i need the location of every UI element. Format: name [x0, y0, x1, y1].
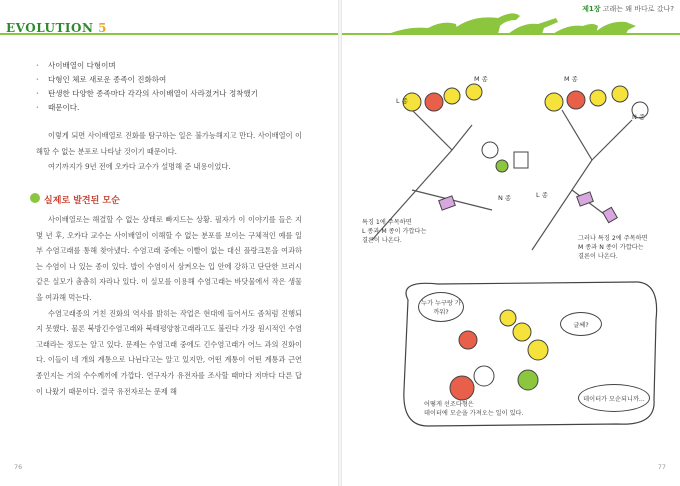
bullet-list: [36, 59, 316, 115]
speech-bubble-q1: 누가 누구랑 가까워?: [418, 292, 464, 322]
comic-caption: [424, 400, 524, 418]
paragraph: 여기까지가 9년 전에 오카다 교수가 설명해 준 내용이었다.: [48, 162, 231, 172]
tree-right-label-n: N 종: [632, 113, 646, 121]
page-number-right: 77: [657, 463, 666, 471]
tree-left-note: [362, 218, 426, 245]
bullet-item: · 사이배열이 다형이며: [36, 59, 316, 73]
chapter-title: 고래는 왜 바다로 갔나?: [602, 5, 674, 13]
series-brand: [6, 21, 107, 35]
paragraph-block-1: [36, 128, 302, 175]
note-line: L 종과 M 종이 가깝다는: [362, 228, 427, 235]
dinosaur-silhouettes-icon: [388, 6, 638, 36]
tree-right-label-m: M 종: [564, 75, 578, 83]
note-line: 결론이 나온다.: [362, 237, 402, 244]
brand-number: 5: [98, 21, 107, 35]
brand-word: EVOLUTION: [6, 21, 94, 35]
bullet-item: · 탄생한 다양한 종족마다 각각의 사이배열이 사라졌거나 정착했기: [36, 87, 316, 101]
note-line: M 종과 N 종이 가깝다는: [578, 244, 644, 251]
tree-left-label-m: M 종: [474, 75, 488, 83]
paragraph-block-2: [36, 212, 302, 399]
bullet-item: · 다형인 체로 새로운 종족이 진화하여: [36, 73, 316, 87]
bullet-item-continued: · 때문이다.: [36, 101, 316, 115]
page-number-left: 76: [14, 463, 23, 471]
tree-left-label-l: L 종: [396, 97, 408, 105]
speech-bubble-q2: 글쎄?: [560, 312, 602, 336]
note-line: 그러나 특징 2에 주목하면: [578, 235, 648, 242]
note-line: 결론이 나온다.: [578, 253, 618, 260]
section-leaf-icon: [30, 193, 40, 203]
caption-line: 데이터에 모순을 가져오는 일이 있다.: [424, 410, 524, 417]
speech-bubble-q3: 데이터가 모순되니까...: [578, 384, 650, 412]
tree-right-note: [578, 234, 648, 261]
tree-left-label-n: N 종: [498, 194, 512, 202]
paragraph: 사이배열로는 해결할 수 없는 상태로 빠지드는 상황. 필자가 이 이야기를 들은 지 몇 년 후, 오카다 교수는 사이배열이 이해할 수 없는 분포를 보이는 구체적인 예를 일부 수염고래를 통해 찾아냈다. 수염고래 중에는 이빨이 없는 대신 플랑크톤을 여과하는 수염이 나 있는 종이 있다. 밥이 수염이서 삼켜오는 입 안에 강하고 단단한 브러시 같은 실모가 촘촘히 자라나 있다. 이 실모를 이용해 수염고래는 바닷물에서 작은 생물을 여과해 먹는다.: [36, 215, 302, 302]
section-heading: 실제로 발견된 모순: [44, 196, 120, 206]
chapter-number: 제1장: [582, 5, 601, 13]
tree-right-label-l: L 종: [536, 191, 548, 199]
paragraph: 이렇게 되면 사이배열로 진화를 탐구하는 일은 불가능해지고 만다. 사이배열이 이해할 수 없는 분포로 나타날 것이기 때문이다.: [36, 131, 302, 156]
caption-line: 어떻게 선조다형은: [424, 401, 474, 408]
note-line: 특징 1에 주목하면: [362, 219, 412, 226]
paragraph: 수염고래종의 거친 진화의 역사를 밝히는 작업은 현대에 들어서도 좀처럼 진행되지 못했다. 물론 북방긴수염고래와 북태평양참고래라고도 불린다 가장 원시적인 수염고래라는 정도는 알고 있다. 문제는 수염고래 중에도 긴수염고래가 어느 과의 진화이다. 이들이 네 개의 계통으로 나뉜다고는 알고 있지만, 어떤 계통이 어떤 계통과 근연종인지는 거의 수수께끼에 가깝다. 연구자가 유전자를 조사할 때마다 저마다 다른 답이 나왔기 때문이다. 결국 유전자로는 문제 해: [36, 308, 302, 396]
